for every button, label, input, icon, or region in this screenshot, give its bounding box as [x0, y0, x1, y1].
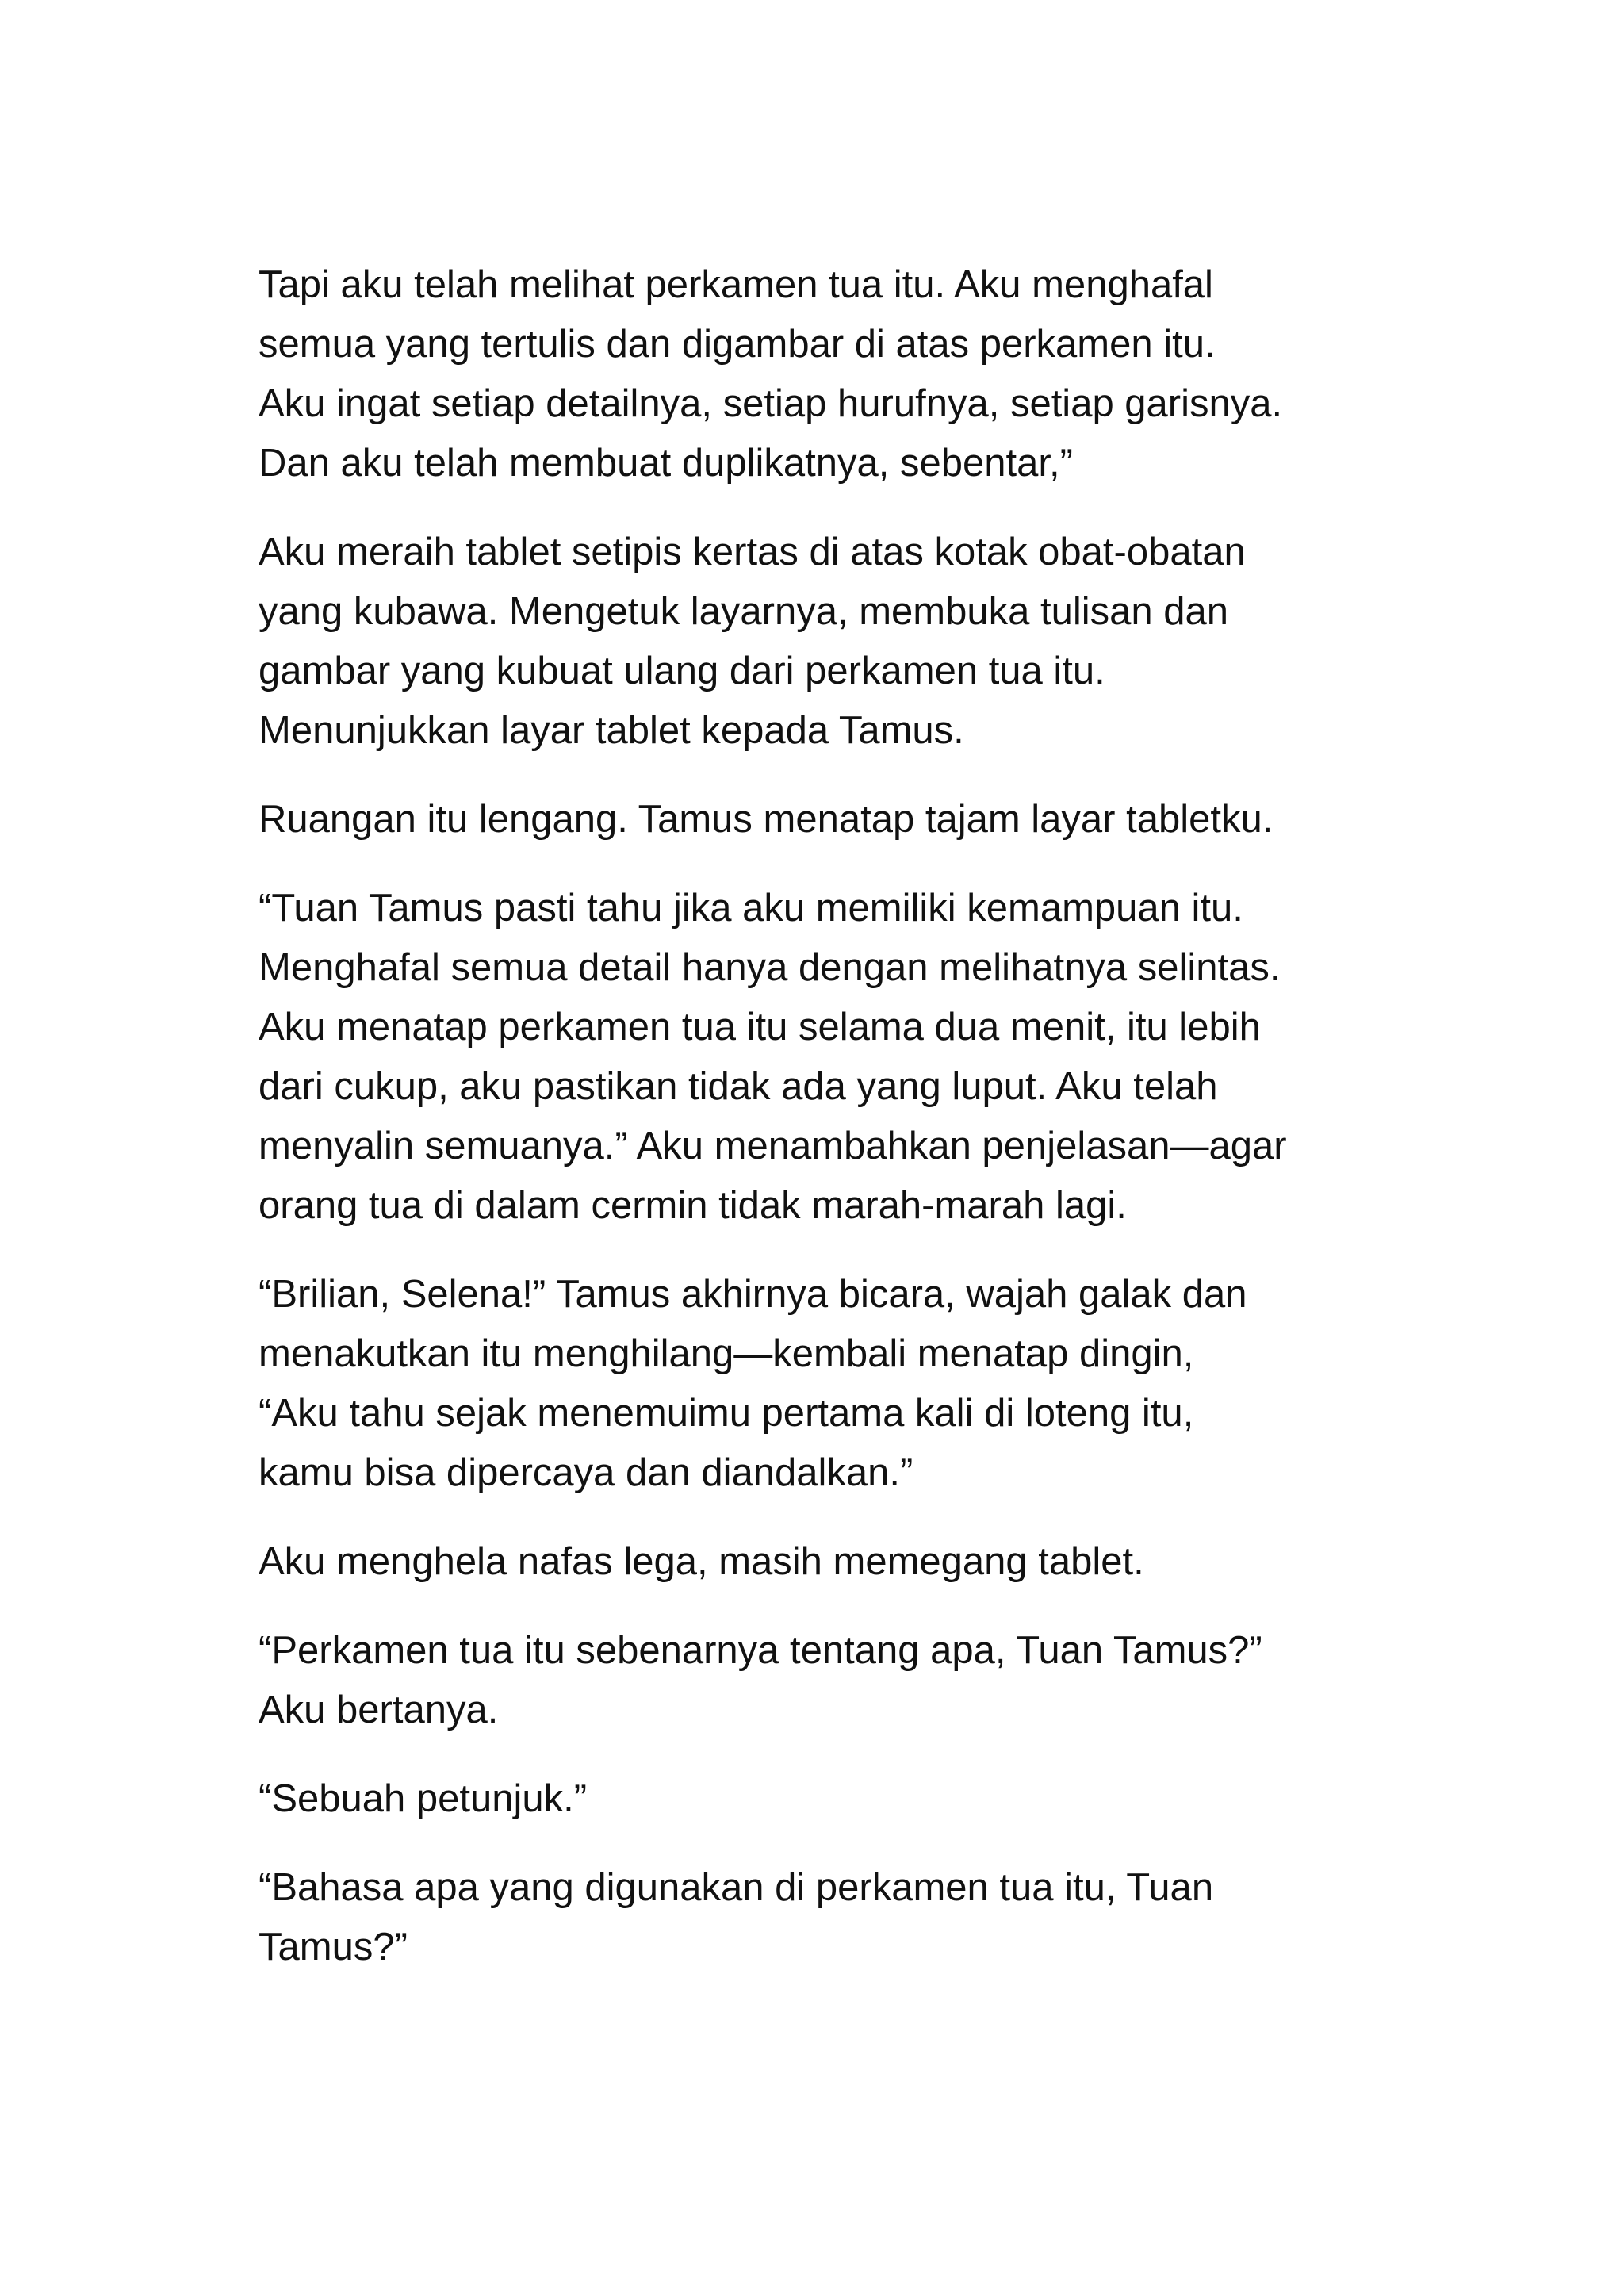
text-line: Aku meraih tablet setipis kertas di atas kotak obat-obatan	[259, 531, 1246, 573]
text-line: “Perkamen tua itu sebenarnya tentang apa, Tuan Tamus?”	[259, 1629, 1262, 1672]
paragraph	[259, 1265, 1400, 1503]
paragraph	[259, 790, 1400, 849]
text-line: “Bahasa apa yang digunakan di perkamen tua itu, Tuan	[259, 1866, 1214, 1909]
text-line: Menunjukkan layar tablet kepada Tamus.	[259, 709, 964, 752]
paragraph	[259, 1769, 1400, 1829]
text-line: “Tuan Tamus pasti tahu jika aku memiliki kemampuan itu.	[259, 887, 1243, 930]
text-line: Menghafal semua detail hanya dengan melihatnya selintas.	[259, 946, 1281, 989]
text-line: “Brilian, Selena!” Tamus akhirnya bicara, wajah galak dan	[259, 1273, 1247, 1316]
text-line: Tapi aku telah melihat perkamen tua itu. Aku menghafal	[259, 263, 1213, 306]
text-line: Tamus?”	[259, 1926, 408, 1968]
text-line: Aku bertanya.	[259, 1688, 499, 1731]
text-line: Aku menatap perkamen tua itu selama dua menit, itu lebih	[259, 1006, 1261, 1048]
text-line: Aku menghela nafas lega, masih memegang tablet.	[259, 1540, 1144, 1583]
text-line: menakutkan itu menghilang—kembali menatap dingin,	[259, 1332, 1194, 1375]
paragraph	[259, 1532, 1400, 1592]
text-line: gambar yang kubuat ulang dari perkamen tua itu.	[259, 650, 1105, 692]
text-line: “Sebuah petunjuk.”	[259, 1777, 588, 1820]
page-body	[259, 255, 1400, 2007]
paragraph	[259, 1858, 1400, 1977]
text-line: yang kubawa. Mengetuk layarnya, membuka tulisan dan	[259, 590, 1228, 633]
text-line: Ruangan itu lengang. Tamus menatap tajam layar tabletku.	[259, 798, 1274, 841]
text-line: kamu bisa dipercaya dan diandalkan.”	[259, 1451, 914, 1494]
text-line: dari cukup, aku pastikan tidak ada yang luput. Aku telah	[259, 1065, 1218, 1108]
text-line: Aku ingat setiap detailnya, setiap hurufnya, setiap garisnya.	[259, 382, 1283, 425]
paragraph	[259, 879, 1400, 1236]
text-line: orang tua di dalam cermin tidak marah-marah lagi.	[259, 1184, 1127, 1227]
paragraph	[259, 255, 1400, 493]
paragraph	[259, 1621, 1400, 1740]
text-line: “Aku tahu sejak menemuimu pertama kali di loteng itu,	[259, 1392, 1194, 1435]
text-line: Dan aku telah membuat duplikatnya, sebentar,”	[259, 442, 1073, 485]
text-line: menyalin semuanya.” Aku menambahkan penjelasan—agar	[259, 1125, 1287, 1167]
paragraph	[259, 523, 1400, 761]
text-line: semua yang tertulis dan digambar di atas perkamen itu.	[259, 323, 1216, 366]
